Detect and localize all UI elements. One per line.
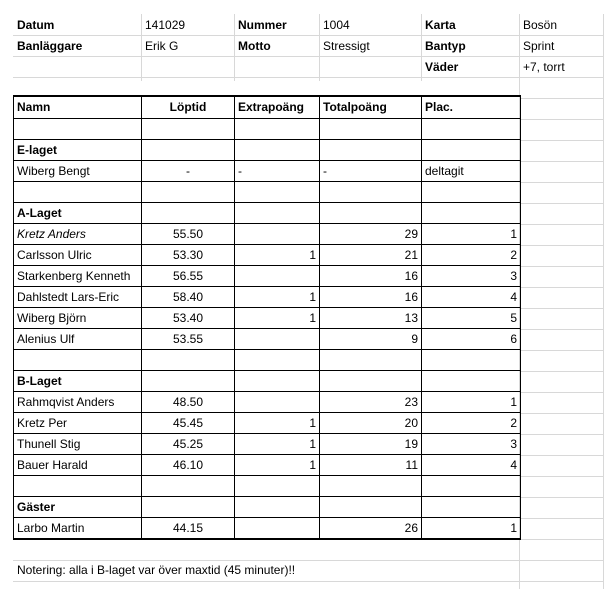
cell-extra[interactable]: -	[238, 164, 242, 178]
bantyp-label[interactable]: Bantyp	[425, 39, 466, 53]
cell-extra[interactable]: 1	[309, 458, 316, 472]
cell-time[interactable]: 53.40	[172, 311, 204, 325]
cell-extra[interactable]: 1	[309, 416, 316, 430]
cell-extra[interactable]: 1	[309, 311, 316, 325]
cell-place[interactable]: 4	[510, 458, 517, 472]
cell-total[interactable]: 19	[404, 437, 418, 451]
header-namn[interactable]: Namn	[17, 100, 51, 114]
cell-extra[interactable]	[235, 392, 319, 413]
cell-time[interactable]: 45.45	[172, 416, 204, 430]
cell-place[interactable]: 2	[510, 248, 517, 262]
cell-place[interactable]: 5	[510, 311, 517, 325]
header-loptid[interactable]: Löptid	[169, 100, 207, 114]
header-totalpoang[interactable]: Totalpoäng	[323, 100, 387, 114]
cell-time[interactable]: 53.55	[172, 332, 204, 346]
cell-name[interactable]: Alenius Ulf	[17, 332, 75, 346]
section-title-a-laget[interactable]: A-Laget	[17, 206, 62, 220]
cell-time[interactable]: 45.25	[172, 437, 204, 451]
cell-time[interactable]: 53.30	[172, 248, 204, 262]
vader-value[interactable]: +7, torrt	[523, 60, 565, 74]
cell-place[interactable]: 1	[510, 395, 517, 409]
cell-total[interactable]: -	[323, 164, 327, 178]
cell-name[interactable]: Kretz Anders	[17, 227, 86, 241]
motto-value[interactable]: Stressigt	[323, 39, 370, 53]
cell-place[interactable]: 4	[510, 290, 517, 304]
cell-total[interactable]: 21	[404, 248, 418, 262]
cell-total[interactable]: 26	[404, 521, 418, 535]
nummer-label[interactable]: Nummer	[238, 18, 287, 32]
vader-label[interactable]: Väder	[425, 60, 459, 74]
cell-place[interactable]: 3	[510, 437, 517, 451]
cell-name[interactable]: Wiberg Bengt	[17, 164, 90, 178]
cell-extra[interactable]	[235, 518, 319, 539]
banlaggare-value[interactable]: Erik G	[145, 39, 179, 53]
header-extrapoang[interactable]: Extrapoäng	[238, 100, 305, 114]
cell-name[interactable]: Kretz Per	[17, 416, 68, 430]
datum-label[interactable]: Datum	[17, 18, 55, 32]
cell-name[interactable]: Carlsson Ulric	[17, 248, 92, 262]
cell-extra[interactable]	[235, 224, 319, 245]
cell-place[interactable]: 2	[510, 416, 517, 430]
banlaggare-label[interactable]: Banläggare	[17, 39, 83, 53]
cell-total[interactable]: 9	[411, 332, 418, 346]
cell-place[interactable]: 1	[510, 227, 517, 241]
cell-place[interactable]: deltagit	[425, 164, 464, 178]
section-title-gaster[interactable]: Gäster	[17, 500, 56, 514]
cell-total[interactable]: 13	[404, 311, 418, 325]
cell-time[interactable]: 48.50	[172, 395, 204, 409]
cell-place[interactable]: 6	[510, 332, 517, 346]
cell-total[interactable]: 23	[404, 395, 418, 409]
datum-value[interactable]: 141029	[145, 18, 186, 32]
cell-time[interactable]: 58.40	[172, 290, 204, 304]
cell-name[interactable]: Bauer Harald	[17, 458, 88, 472]
bantyp-value[interactable]: Sprint	[523, 39, 555, 53]
cell-place[interactable]: 1	[510, 521, 517, 535]
cell-time[interactable]: -	[186, 164, 190, 178]
karta-value[interactable]: Bosön	[523, 18, 558, 32]
cell-name[interactable]: Wiberg Björn	[17, 311, 87, 325]
nummer-value[interactable]: 1004	[323, 18, 350, 32]
cell-total[interactable]: 29	[404, 227, 418, 241]
cell-total[interactable]: 11	[405, 458, 418, 472]
cell-time[interactable]: 56.55	[172, 269, 204, 283]
cell-time[interactable]: 44.15	[172, 521, 204, 535]
motto-label[interactable]: Motto	[238, 39, 271, 53]
cell-extra[interactable]: 1	[309, 437, 316, 451]
cell-extra[interactable]	[235, 266, 319, 287]
karta-label[interactable]: Karta	[425, 18, 456, 32]
cell-total[interactable]: 20	[404, 416, 418, 430]
cell-place[interactable]: 3	[510, 269, 517, 283]
section-title-e-laget[interactable]: E-laget	[17, 143, 58, 157]
cell-extra[interactable]: 1	[309, 248, 316, 262]
cell-total[interactable]: 16	[404, 269, 418, 283]
cell-total[interactable]: 16	[404, 290, 418, 304]
cell-name[interactable]: Starkenberg Kenneth	[17, 269, 131, 283]
cell-time[interactable]: 55.50	[172, 227, 204, 241]
cell-name[interactable]: Rahmqvist Anders	[17, 395, 115, 409]
section-title-b-laget[interactable]: B-Laget	[17, 374, 62, 388]
cell-name[interactable]: Thunell Stig	[17, 437, 81, 451]
cell-name[interactable]: Dahlstedt Lars-Eric	[17, 290, 120, 304]
cell-extra[interactable]	[235, 329, 319, 350]
cell-name[interactable]: Larbo Martin	[17, 521, 85, 535]
note-text[interactable]: Notering: alla i B-laget var över maxtid (45 minuter)!!	[17, 563, 296, 577]
cell-extra[interactable]: 1	[309, 290, 316, 304]
header-plac[interactable]: Plac.	[425, 100, 454, 114]
cell-time[interactable]: 46.10	[172, 458, 204, 472]
